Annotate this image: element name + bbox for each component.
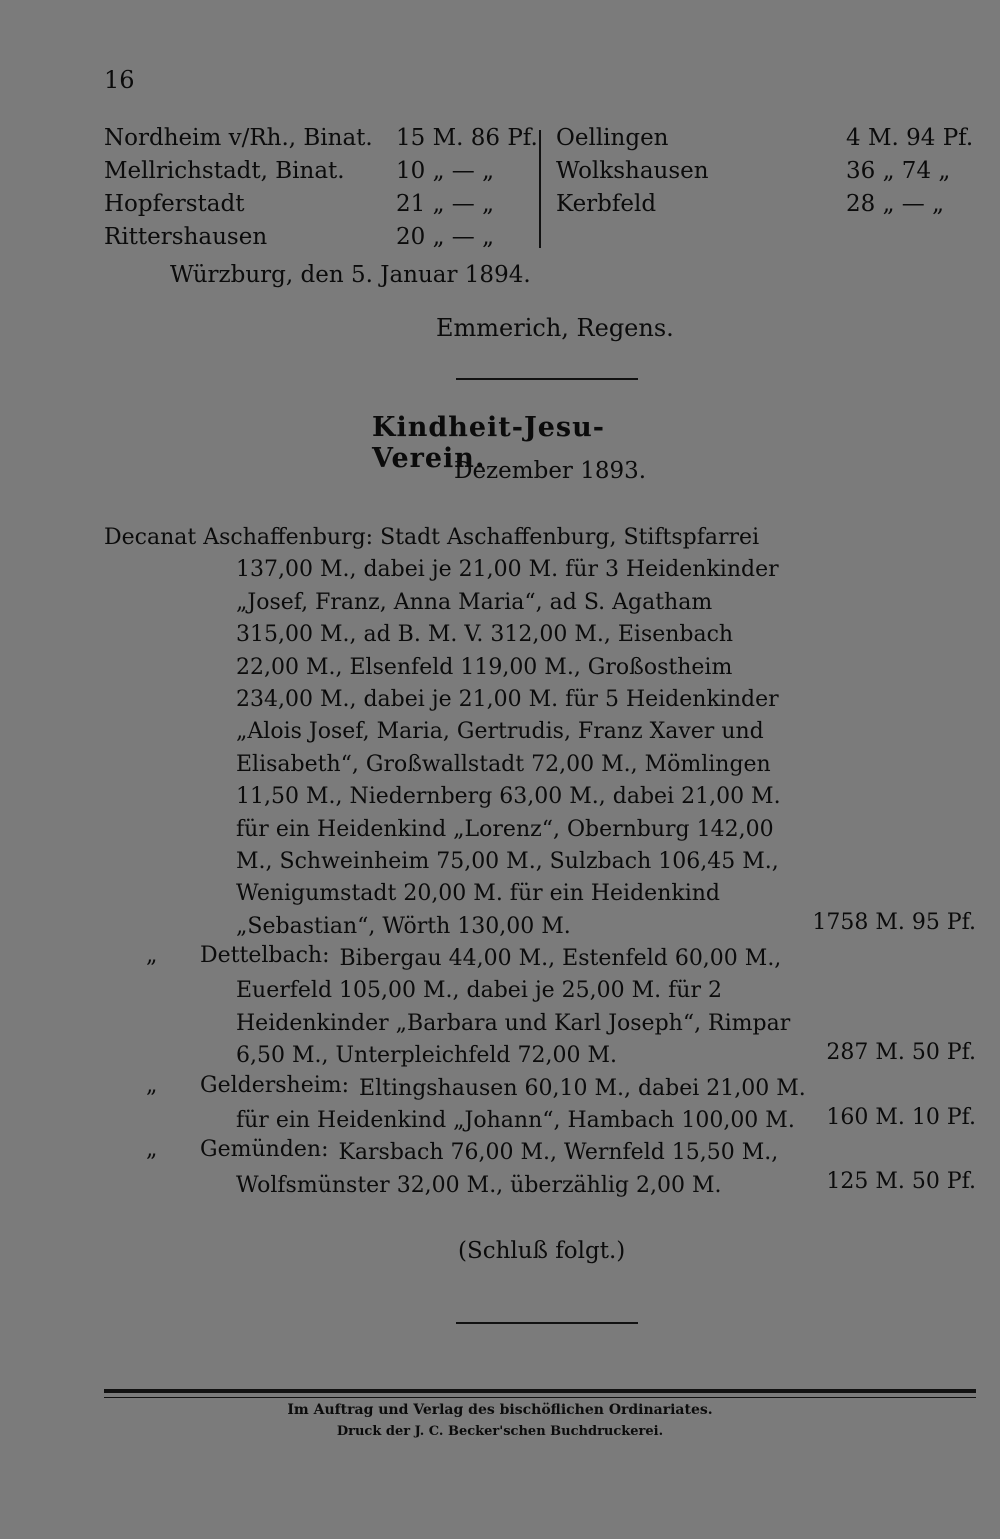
imprint-publisher: Im Auftrag und Verlag des bischöflichen Ordinariates. bbox=[287, 1402, 713, 1418]
entry-line: 234,00 M., dabei je 21,00 M. für 5 Heidenkinder bbox=[236, 686, 779, 712]
entry-line: für ein Heidenkind „Lorenz“, Obernburg 142,00 bbox=[236, 816, 774, 842]
entry-text bbox=[104, 522, 781, 943]
ledger-place: Nordheim v/Rh., Binat. bbox=[104, 125, 373, 151]
ledger-place: Oellingen bbox=[556, 125, 669, 151]
entry-line: Bibergau 44,00 M., Estenfeld 60,00 M., bbox=[339, 946, 782, 972]
entry-line: 11,50 M., Niedernberg 63,00 M., dabei 21,00 M. bbox=[236, 784, 781, 810]
ledger-row bbox=[556, 122, 976, 155]
ditto-mark: „ bbox=[146, 1137, 158, 1163]
section-title: Kindheit-Jesu-Verein. bbox=[372, 412, 605, 474]
ledger-amount: 28 „ — „ bbox=[846, 191, 945, 217]
ledger-place: Rittershausen bbox=[104, 224, 268, 250]
entry-gemuenden bbox=[104, 1137, 980, 1202]
entry-line: Heidenkinder „Barbara und Karl Joseph“, Rimpar bbox=[236, 1010, 791, 1036]
ledger-amount: 21 „ — „ bbox=[396, 191, 495, 217]
entry-line: Wenigumstadt 20,00 M. für ein Heidenkind bbox=[236, 881, 720, 907]
section-divider bbox=[456, 378, 638, 380]
entry-aschaffenburg bbox=[104, 522, 980, 943]
donation-entries bbox=[104, 522, 980, 1202]
ledger-place: Kerbfeld bbox=[556, 191, 657, 217]
entry-line: Euerfeld 105,00 M., dabei je 25,00 M. für 2 bbox=[236, 978, 722, 1004]
entry-label: Dettelbach: bbox=[200, 943, 330, 969]
continuation-note: (Schluß folgt.) bbox=[458, 1238, 626, 1264]
ledger-amount: 20 „ — „ bbox=[396, 224, 495, 250]
entry-line: 315,00 M., ad B. M. V. 312,00 M., Eisenbach bbox=[236, 622, 734, 648]
section-subtitle: Dezember 1893. bbox=[454, 458, 647, 484]
entry-line: 137,00 M., dabei je 21,00 M. für 3 Heidenkinder bbox=[236, 557, 779, 583]
ditto-mark: „ bbox=[146, 1072, 158, 1098]
ledger-row bbox=[104, 122, 538, 155]
ledger-row bbox=[104, 188, 530, 221]
entry-label: Gemünden: bbox=[200, 1137, 329, 1163]
ledger-amount: 15 M. 86 Pf. bbox=[396, 125, 538, 151]
entry-total: 1758 M. 95 Pf. bbox=[812, 910, 976, 935]
entry-line: Karsbach 76,00 M., Wernfeld 15,50 M., bbox=[338, 1140, 779, 1166]
entry-line: 22,00 M., Elsenfeld 119,00 M., Großostheim bbox=[236, 654, 733, 680]
entry-total: 125 M. 50 Pf. bbox=[826, 1169, 976, 1195]
entry-line: für ein Heidenkind „Johann“, Hambach 100,00 M. bbox=[236, 1108, 795, 1134]
imprint-printer: Druck der J. C. Becker'schen Buchdruckerei. bbox=[336, 1424, 664, 1439]
ledger-place: Hopferstadt bbox=[104, 191, 245, 217]
footer-rule-thick bbox=[104, 1389, 976, 1393]
entry-line: Eltingshausen 60,10 M., dabei 21,00 M. bbox=[359, 1075, 806, 1101]
ledger-amount: 4 M. 94 Pf. bbox=[846, 125, 974, 151]
entry-line: Elisabeth“, Großwallstadt 72,00 M., Mömlingen bbox=[236, 751, 771, 777]
footer-rule-thin bbox=[104, 1397, 976, 1398]
ledger-row bbox=[556, 155, 976, 188]
page-number: 16 bbox=[104, 66, 135, 94]
entry-label: Geldersheim: bbox=[200, 1072, 350, 1098]
entry-total: 160 M. 10 Pf. bbox=[826, 1104, 976, 1130]
ledger-place: Mellrichstadt, Binat. bbox=[104, 158, 345, 184]
ledger-row bbox=[104, 155, 530, 188]
entry-total: 287 M. 50 Pf. bbox=[826, 1040, 976, 1066]
column-divider bbox=[539, 130, 541, 248]
ledger-left bbox=[104, 122, 538, 254]
ledger-right bbox=[556, 122, 976, 221]
entry-line: „Alois Josef, Maria, Gertrudis, Franz Xaver und bbox=[236, 719, 764, 745]
entry-line: 6,50 M., Unterpleichfeld 72,00 M. bbox=[236, 1043, 618, 1069]
end-divider bbox=[456, 1322, 638, 1324]
entry-line: Wolfsmünster 32,00 M., überzählig 2,00 M. bbox=[236, 1172, 722, 1198]
entry-line: M., Schweinheim 75,00 M., Sulzbach 106,45 M., bbox=[236, 848, 779, 874]
ledger-place: Wolkshausen bbox=[556, 158, 709, 184]
entry-line: „Josef, Franz, Anna Maria“, ad S. Agatham bbox=[236, 589, 713, 615]
entry-geldersheim bbox=[104, 1073, 980, 1138]
signature: Emmerich, Regens. bbox=[436, 314, 674, 342]
entry-line: Decanat Aschaffenburg: Stadt Aschaffenburg, Stiftspfarrei bbox=[104, 525, 760, 550]
ditto-mark: „ bbox=[146, 943, 158, 969]
entry-dettelbach bbox=[104, 943, 980, 1073]
ledger-row bbox=[104, 221, 530, 254]
ledger-row bbox=[556, 188, 976, 221]
ledger-amount: 36 „ 74 „ bbox=[846, 158, 951, 184]
dateline: Würzburg, den 5. Januar 1894. bbox=[170, 262, 531, 288]
entry-line: „Sebastian“, Wörth 130,00 M. bbox=[236, 913, 571, 939]
ledger-amount: 10 „ — „ bbox=[396, 158, 495, 184]
